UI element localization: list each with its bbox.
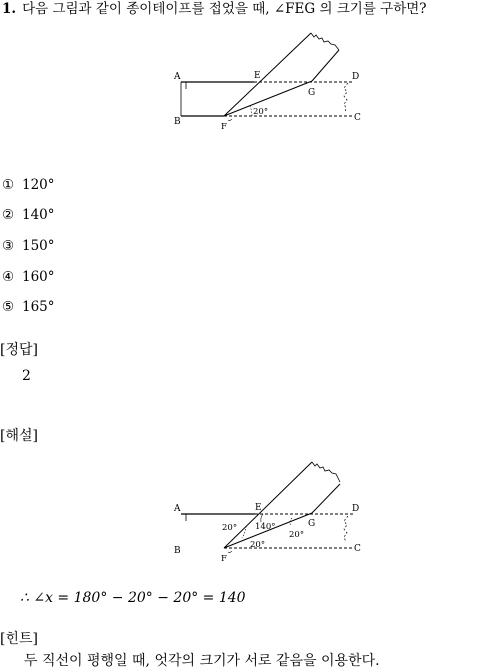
label-B: B [174,117,181,127]
torn-edge-right-dashed [344,516,348,542]
choice-2[interactable] [2,206,55,224]
label-F: F [221,122,227,130]
hint-text: 두 직선이 평행일 때, 엇각의 크기가 서로 같음을 이용한다. [24,653,380,669]
torn-edge-right-dashed [344,83,348,113]
label-F: F [221,554,227,564]
choice-value: 160° [22,269,55,285]
angle-label-1: 20° [222,523,238,533]
explanation-formula: ∴ ∠x = 180° − 20° − 20° = 140 [20,590,246,606]
explanation-heading: [해설] [0,428,38,444]
choice-3[interactable] [2,237,55,255]
torn-edge-top [311,33,339,50]
choice-mark: ④ [2,269,15,285]
explanation-figure [168,458,368,566]
angle-label-3: 20° [289,530,305,540]
question [2,0,427,18]
label-C: C [354,113,361,123]
folded-tape-figure [168,28,368,130]
label-G: G [308,88,316,98]
question-number: 1. [2,1,17,17]
choice-4[interactable] [2,268,55,286]
label-D: D [352,72,360,82]
fold-edge-G [312,50,339,81]
choice-value: 120° [22,177,55,193]
label-B: B [174,546,181,556]
choice-mark: ② [2,207,15,223]
fold-edge-upper [224,33,311,116]
choice-mark: ⑤ [2,299,15,315]
torn-edge-top [312,462,340,482]
choice-mark: ③ [2,238,15,254]
answer-value: 2 [22,368,31,384]
answer-heading: [정답] [0,342,38,358]
label-E: E [255,503,262,513]
angle-label-4: 20° [250,540,266,550]
choice-1[interactable] [2,176,55,194]
label-A: A [174,504,181,514]
choice-value: 165° [22,299,55,315]
angle-label: 20° [253,107,269,117]
angle-label-2: 140° [255,522,276,532]
hint-heading: [힌트] [0,631,38,647]
question-text: 다음 그림과 같이 종이테이프를 접었을 때, ∠FEG 의 크기를 구하면? [22,1,427,17]
label-C: C [354,544,361,554]
label-G: G [308,519,316,529]
label-E: E [254,71,261,81]
fold-edge-G [312,484,340,513]
label-A: A [174,72,181,82]
choice-value: 150° [22,238,55,254]
choice-5[interactable] [2,298,55,316]
label-D: D [352,504,360,514]
choice-mark: ① [2,177,15,193]
choice-value: 140° [22,207,55,223]
